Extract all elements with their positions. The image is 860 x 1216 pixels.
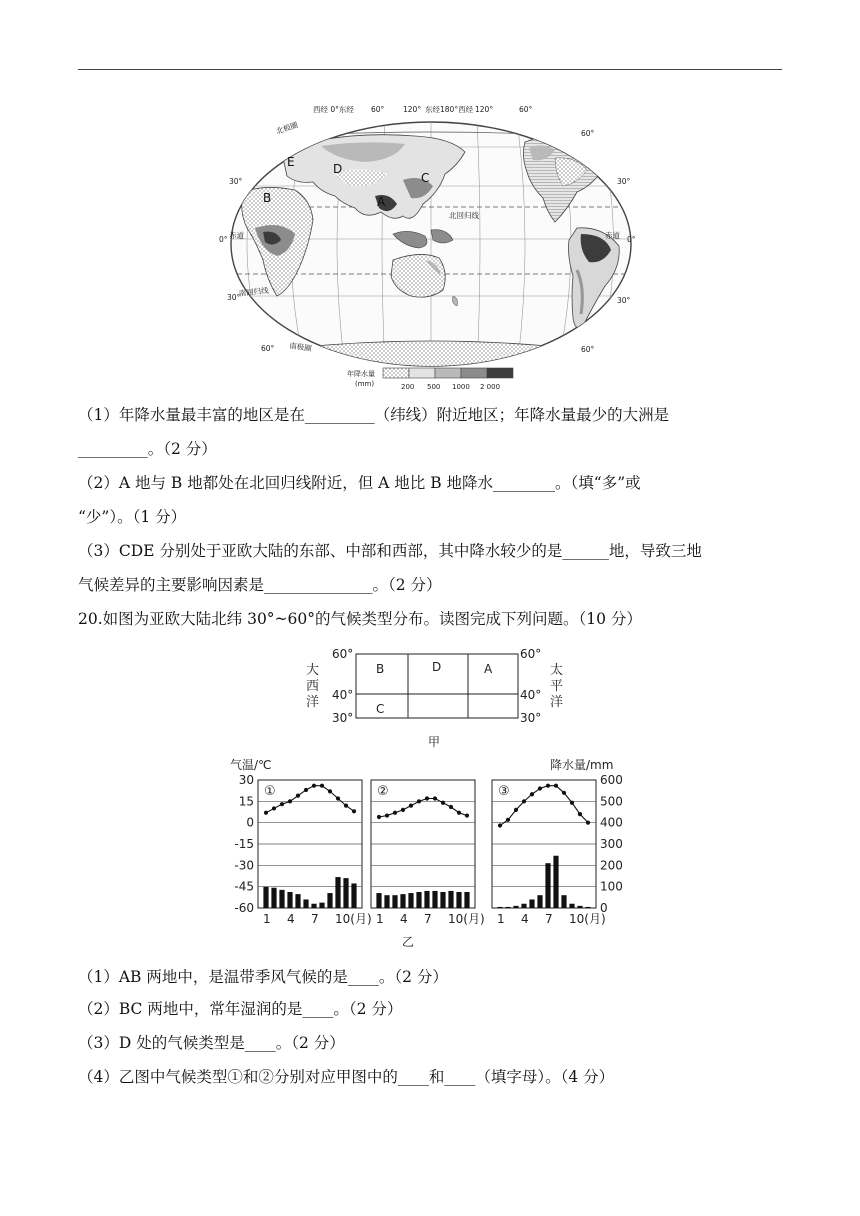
caption-yi: 乙 — [402, 935, 415, 949]
precip-bar — [279, 890, 284, 908]
precip-bar — [537, 895, 542, 908]
point-a: A — [377, 195, 386, 209]
legend-title: 年降水量 — [347, 370, 375, 378]
atlantic-char: 洋 — [306, 695, 320, 710]
precip-bar — [569, 904, 574, 908]
y-tick-precip: 500 — [600, 794, 623, 809]
point-e: E — [287, 155, 295, 169]
legend-break: 500 — [427, 383, 441, 391]
temperature-point — [328, 789, 332, 793]
x-tick-month: 4 — [287, 912, 295, 926]
precip-bar — [521, 904, 526, 908]
temperature-point — [280, 802, 284, 806]
lon-label: 120° — [475, 105, 494, 114]
map-legend — [347, 368, 513, 391]
lat-label-left: 60° — [261, 344, 275, 353]
temperature-point — [344, 804, 348, 808]
x-tick-month: 10(月) — [569, 912, 606, 926]
legend-swatch — [461, 368, 487, 378]
temperature-point — [570, 801, 574, 805]
question-20: 20.如图为亚欧大陆北纬 30°~60°的气候类型分布。读图完成下列问题。（10 分） — [78, 610, 642, 628]
y-tick-temp: -15 — [234, 837, 254, 851]
y-tick-precip: 200 — [600, 858, 623, 873]
q3-line2: 气候差异的主要影响因素是______________。（2 分） — [78, 576, 442, 594]
q3-line1: （3）CDE 分别处于亚欧大陆的东部、中部和西部，其中降水较少的是______地，导致三地 — [78, 542, 702, 560]
precip-bar — [577, 906, 582, 908]
q2-line2: “少”）。（1 分） — [78, 508, 187, 526]
caption-jia: 甲 — [428, 735, 441, 749]
precip-bar — [456, 892, 461, 908]
x-tick-month: 4 — [400, 912, 408, 926]
header-rule — [78, 69, 782, 70]
legend-break: 1000 — [452, 383, 470, 391]
legend-swatch — [435, 368, 461, 378]
precip-bar — [505, 907, 510, 908]
ocean-atlantic — [306, 662, 323, 710]
point-d: D — [333, 162, 343, 176]
temperature-point — [586, 821, 590, 825]
point-b: B — [263, 191, 272, 205]
precip-bar — [432, 891, 437, 908]
lat-label-right: 30° — [617, 177, 631, 186]
lat-label-left: 0° — [219, 235, 228, 244]
temperature-point — [264, 811, 268, 815]
y-tick-temp: 0 — [246, 815, 254, 830]
cell-a: A — [484, 662, 493, 676]
lat-label-30-left: 30° — [332, 711, 354, 725]
temperature-point — [554, 784, 558, 788]
precip-bar — [585, 907, 590, 908]
tropic-north-label: 北回归线 — [449, 211, 479, 220]
precip-bar — [561, 895, 566, 908]
y-tick-precip: 0 — [600, 901, 608, 915]
pacific-char: 洋 — [550, 695, 564, 710]
chart-body — [234, 773, 623, 926]
x-tick-month: 10(月) — [335, 912, 372, 926]
antarctic-label: 南极圈 — [288, 341, 313, 354]
temperature-point — [449, 805, 453, 809]
equator-label: 赤道 — [229, 231, 244, 240]
temperature-point — [288, 799, 292, 803]
temperature-point — [296, 794, 300, 798]
temperature-point — [272, 806, 276, 810]
precip-bar — [384, 895, 389, 908]
temperature-point — [546, 784, 550, 788]
x-tick-month: 4 — [521, 912, 529, 926]
lon-label: 120° — [403, 105, 422, 114]
ocean-pacific — [550, 662, 567, 710]
precip-bar — [376, 893, 381, 908]
lon-label: 60° — [519, 105, 533, 114]
x-tick-month: 1 — [263, 912, 271, 926]
y-tick-temp: -30 — [234, 858, 254, 873]
temperature-point — [352, 809, 356, 813]
temperature-point — [433, 796, 437, 800]
y-tick-precip: 100 — [600, 879, 623, 894]
precip-bar — [303, 899, 308, 908]
atlantic-char: 大 — [306, 663, 320, 678]
x-tick-month: 7 — [545, 912, 553, 926]
tropic-south-label: 南回归线 — [238, 285, 270, 298]
q20-4: （4）乙图中气候类型①和②分别对应甲图中的____和____（填字母）。（4 分） — [78, 1068, 615, 1086]
temperature-point — [506, 818, 510, 822]
precip-bar — [529, 899, 534, 908]
atlantic-char: 西 — [306, 679, 320, 694]
panel-label: ③ — [498, 784, 510, 799]
temperature-point — [312, 784, 316, 788]
lat-label-right: 60° — [581, 129, 595, 138]
x-tick-month: 1 — [376, 912, 384, 926]
precip-bar — [408, 893, 413, 908]
x-tick-month: 7 — [311, 912, 319, 926]
temperature-point — [417, 799, 421, 803]
q2-line1: （2）A 地与 B 地都处在北回归线附近，但 A 地比 B 地降水________。（填“多”或 — [78, 474, 641, 492]
x-tick-month: 10(月) — [448, 912, 485, 926]
temperature-point — [562, 791, 566, 795]
temperature-point — [409, 804, 413, 808]
precip-bar — [424, 891, 429, 908]
lat-label-30-right: 30° — [520, 711, 542, 725]
temperature-point — [530, 792, 534, 796]
cell-b: B — [376, 662, 385, 676]
lat-label-60-right: 60° — [520, 647, 542, 661]
temperature-point — [377, 815, 381, 819]
x-tick-month: 7 — [424, 912, 432, 926]
q1-line2: _________。（2 分） — [78, 440, 217, 458]
precip-bar — [271, 888, 276, 908]
precip-bar — [440, 892, 445, 908]
temperature-point — [336, 796, 340, 800]
legend-swatch — [487, 368, 513, 378]
precip-bar — [497, 907, 502, 908]
pacific-char: 太 — [550, 663, 564, 678]
q20-1: （1）AB 两地中，是温带季风气候的是____。（2 分） — [78, 968, 448, 986]
precip-bar — [392, 895, 397, 908]
legend-unit: (mm) — [355, 380, 375, 388]
lat-label-40-left: 40° — [332, 688, 354, 702]
precip-bar — [464, 892, 469, 908]
temperature-point — [522, 799, 526, 803]
precip-bar — [343, 878, 348, 908]
precip-bar — [416, 892, 421, 908]
temperature-point — [538, 786, 542, 790]
q1-line1: （1）年降水量最丰富的地区是在_________（纬线）附近地区；年降水量最少的大洲是 — [78, 406, 670, 424]
temperature-point — [514, 808, 518, 812]
precip-bar — [553, 856, 558, 908]
cell-c: C — [376, 702, 385, 716]
precip-bar — [327, 893, 332, 908]
panel-label: ① — [264, 784, 276, 799]
q20-3: （3）D 处的气候类型是____。（2 分） — [78, 1034, 345, 1052]
legend-break: 200 — [401, 383, 415, 391]
y-tick-temp: 30 — [238, 773, 254, 787]
precip-bar — [400, 894, 405, 908]
temperature-point — [320, 784, 324, 788]
lat-label-right: 30° — [617, 296, 631, 305]
y-tick-precip: 400 — [600, 815, 623, 830]
legend-swatch — [383, 368, 409, 378]
panel-label: ② — [377, 784, 389, 799]
figure-yi-climate-charts — [226, 756, 636, 952]
lon-label: 60° — [371, 105, 385, 114]
temperature-point — [304, 788, 308, 792]
temperature-point — [457, 811, 461, 815]
temperature-point — [425, 796, 429, 800]
lat-label-right: 0° — [627, 235, 636, 244]
precip-bar — [287, 892, 292, 908]
point-c: C — [421, 171, 430, 185]
lon-label: 西经 0°东经 — [313, 105, 354, 114]
x-tick-month: 1 — [497, 912, 505, 926]
arctic-label: 北极圈 — [274, 120, 300, 136]
lat-label-left: 30° — [229, 177, 243, 186]
temperature-line — [266, 786, 354, 813]
temperature-point — [465, 813, 469, 817]
q20-2: （2）BC 两地中，常年湿润的是____。（2 分） — [78, 1000, 403, 1018]
legend-break: 2 000 — [480, 383, 501, 391]
pacific-char: 平 — [550, 679, 564, 694]
precip-bar — [351, 883, 356, 908]
temperature-point — [393, 811, 397, 815]
y-tick-precip: 600 — [600, 773, 623, 787]
precip-bar — [295, 894, 300, 908]
precip-bar — [545, 863, 550, 908]
lat-label-40-right: 40° — [520, 688, 542, 702]
y-axis-label-precip: 降水量/mm — [550, 758, 614, 772]
y-tick-temp: -60 — [234, 901, 254, 915]
lat-label-left: 30° — [227, 293, 241, 302]
precip-bar — [319, 903, 324, 908]
y-tick-temp: 15 — [238, 794, 254, 809]
temperature-point — [498, 823, 502, 827]
lat-label-60-left: 60° — [332, 647, 354, 661]
y-tick-precip: 300 — [600, 837, 623, 851]
legend-swatch — [409, 368, 435, 378]
cell-d: D — [432, 660, 442, 674]
y-axis-label-temp: 气温/℃ — [230, 758, 272, 772]
world-precipitation-map — [219, 100, 637, 396]
precip-bar — [335, 877, 340, 908]
lat-label-right: 60° — [581, 345, 595, 354]
precip-bar — [311, 904, 316, 908]
temperature-line — [500, 786, 588, 826]
figure-jia — [300, 644, 572, 752]
lon-label: 东经180°西经 — [425, 105, 474, 114]
temperature-point — [385, 813, 389, 817]
y-tick-temp: -45 — [234, 879, 254, 894]
precip-bar — [263, 887, 268, 908]
precip-bar — [513, 906, 518, 908]
temperature-point — [441, 801, 445, 805]
equator-label: 赤道 — [605, 231, 620, 240]
precip-bar — [448, 891, 453, 908]
temperature-point — [578, 812, 582, 816]
top-lat-labels — [313, 104, 533, 114]
temperature-point — [401, 808, 405, 812]
